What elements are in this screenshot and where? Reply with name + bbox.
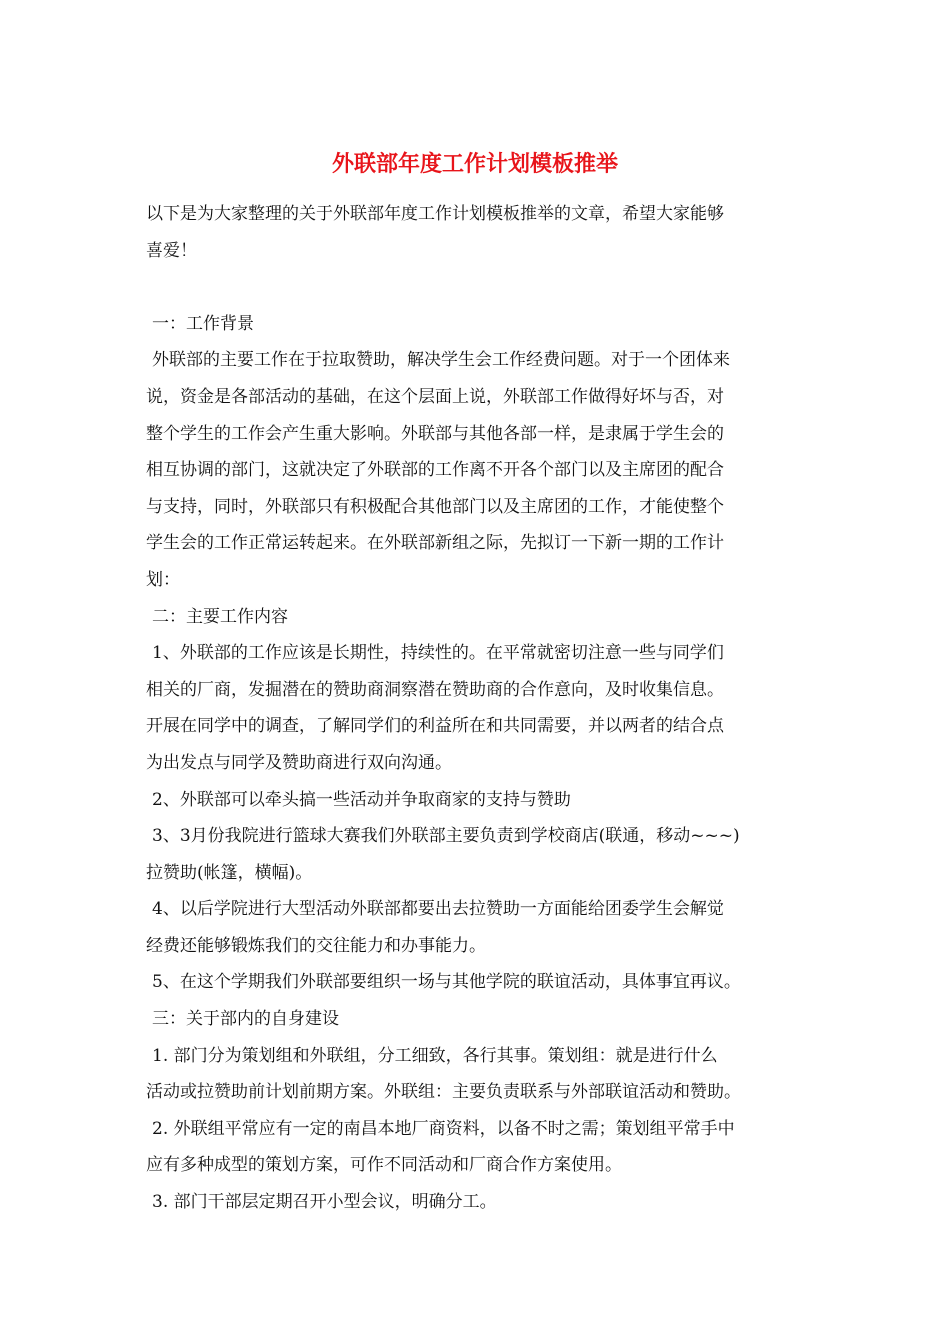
text-line: 2、外联部可以牵头搞一些活动并争取商家的支持与赞助 (152, 789, 571, 810)
text-line: 1、外联部的工作应该是长期性，持续性的。在平常就密切注意一些与同学们 (152, 643, 724, 664)
text-line: 整个学生的工作会产生重大影响。外联部与其他各部一样，是隶属于学生会的 (146, 423, 724, 444)
text-line: 一：工作背景 (152, 313, 254, 334)
text-line: 与支持，同时，外联部只有积极配合其他部门以及主席团的工作，才能使整个 (146, 496, 724, 517)
text-line: 5、在这个学期我们外联部要组织一场与其他学院的联谊活动，具体事宜再议。 (152, 972, 741, 993)
text-line: 喜爱！ (146, 240, 197, 261)
text-line: 相关的厂商，发掘潜在的赞助商洞察潜在赞助商的合作意向，及时收集信息。 (146, 679, 724, 700)
blank-line (146, 269, 810, 306)
text-line: 以下是为大家整理的关于外联部年度工作计划模板推举的文章，希望大家能够 (146, 204, 724, 224)
text-line: 学生会的工作正常运转起来。在外联部新组之际，先拟订一下新一期的工作计 (146, 533, 724, 554)
text-line: 外联部的主要工作在于拉取赞助，解决学生会工作经费问题。对于一个团体来 (152, 350, 730, 371)
document-title: 外联部年度工作计划模板推举 (331, 151, 618, 177)
text-line: 应有多种成型的策划方案，可作不同活动和厂商合作方案使用。 (146, 1155, 622, 1176)
text-line: 说，资金是各部活动的基础，在这个层面上说，外联部工作做得好坏与否，对 (146, 386, 724, 407)
text-line: 拉赞助(帐篷，横幅)。 (146, 862, 313, 883)
text-line: 为出发点与同学及赞助商进行双向沟通。 (146, 752, 452, 773)
text-line: 三：关于部内的自身建设 (152, 1009, 339, 1030)
text-line: 活动或拉赞助前计划前期方案。外联组：主要负责联系与外部联谊活动和赞助。 (146, 1082, 741, 1103)
text-line: 相互协调的部门，这就决定了外联部的工作离不开各个部门以及主席团的配合 (146, 460, 724, 481)
text-line: 4、以后学院进行大型活动外联部都要出去拉赞助一方面能给团委学生会解觉 (152, 899, 724, 920)
text-line: 二：主要工作内容 (152, 606, 288, 627)
text-line: 划： (146, 569, 180, 590)
text-line: 经费还能够锻炼我们的交往能力和办事能力。 (146, 935, 486, 956)
text-line: 3、3月份我院进行篮球大赛我们外联部主要负责到学校商店(联通，移动~~~) (152, 826, 740, 847)
document-body (146, 196, 810, 1221)
text-line: 开展在同学中的调查，了解同学们的利益所在和共同需要，并以两者的结合点 (146, 716, 724, 737)
text-line: 3. 部门干部层定期召开小型会议，明确分工。 (152, 1192, 497, 1213)
text-line: 2. 外联组平常应有一定的南昌本地厂商资料，以备不时之需；策划组平常手中 (152, 1118, 735, 1139)
text-line: 1. 部门分为策划组和外联组，分工细致，各行其事。策划组：就是进行什么 (152, 1045, 718, 1066)
